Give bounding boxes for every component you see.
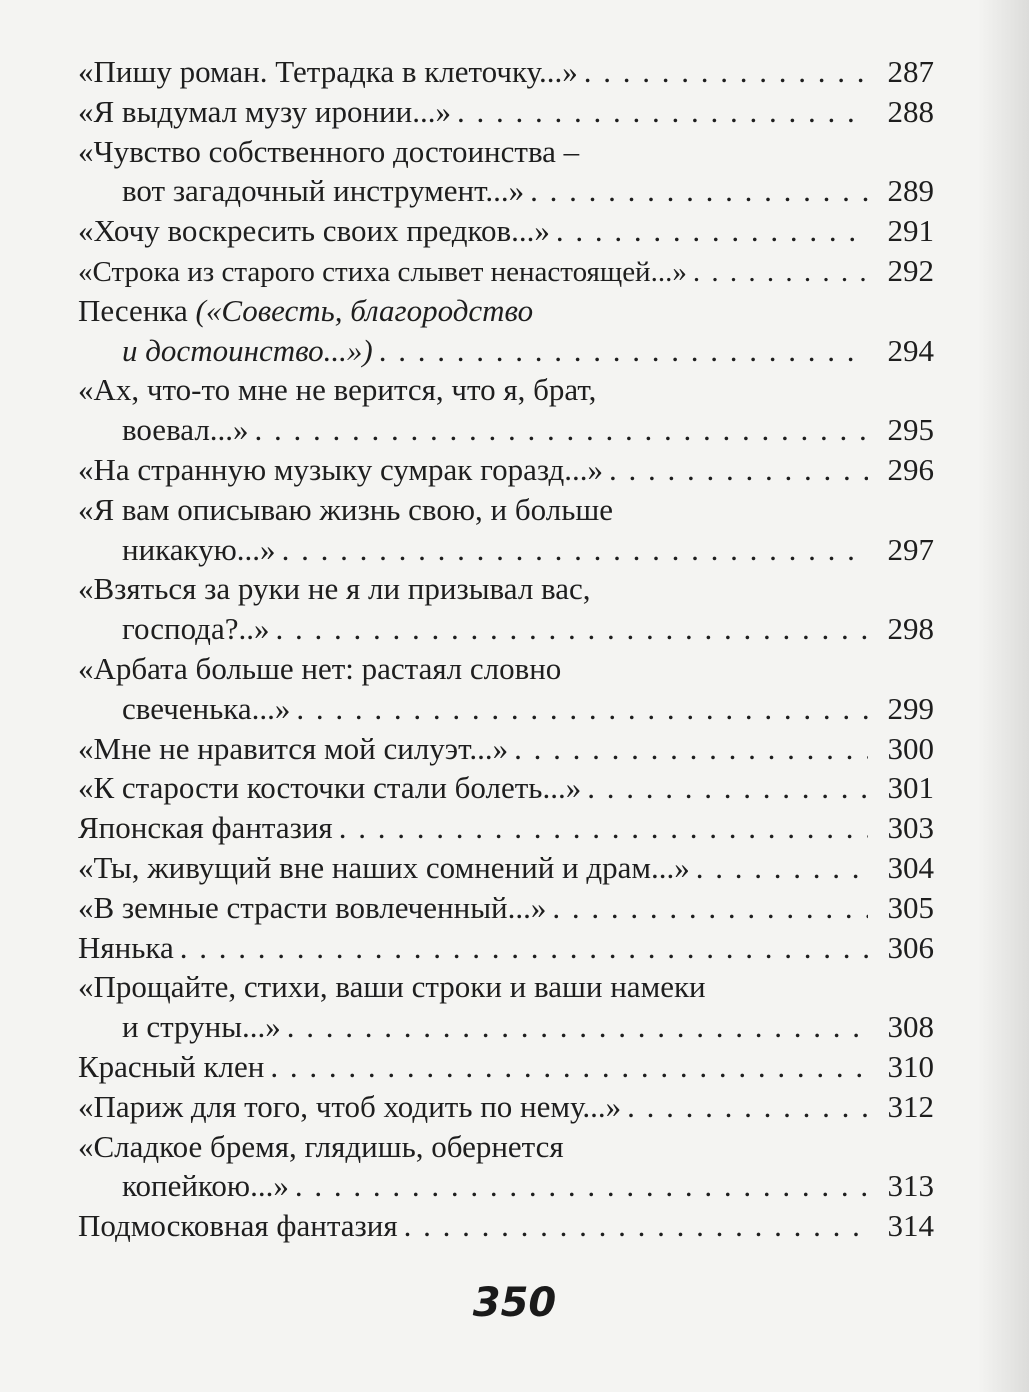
- page-edge-shadow: [977, 0, 1029, 1392]
- toc-entry-line: [78, 490, 934, 530]
- toc-entry: [78, 808, 934, 848]
- toc-entry-title: Нянька: [78, 929, 174, 965]
- leader-dots: [584, 52, 868, 92]
- toc-entry: [78, 92, 934, 132]
- toc-entry: [78, 888, 934, 928]
- toc-entry-title: Подмосковная фантазия: [78, 1208, 398, 1244]
- page-number: 350: [472, 1280, 557, 1326]
- toc-entry-title: «На странную музыку сумрак горазд...»: [78, 451, 604, 487]
- toc-entry-title: «Чувство собственного достоинства –: [78, 133, 580, 169]
- toc-entry: [78, 1087, 934, 1127]
- toc-entry: [78, 609, 934, 649]
- leader-dots: [379, 331, 868, 371]
- toc-entry-title-cont: копейкою...»: [122, 1168, 289, 1204]
- toc-entry: [78, 1206, 934, 1246]
- toc-entry-page: 299: [887, 690, 934, 726]
- toc-entry-title-cont: воевал...»: [122, 412, 249, 448]
- toc-entry: [78, 410, 934, 450]
- toc-entry-title-cont: вот загадочный инструмент...»: [122, 173, 525, 209]
- leader-dots: [627, 1087, 868, 1127]
- leader-dots: [404, 1206, 868, 1246]
- toc-entry-title: «В земные страсти вовлеченный...»: [78, 889, 547, 925]
- toc-entry: [78, 729, 934, 769]
- leader-dots: [287, 1007, 868, 1047]
- leader-dots: [693, 253, 868, 293]
- toc-entry-title: «Сладкое бремя, глядишь, обернется: [78, 1128, 564, 1164]
- toc-entry: [78, 331, 934, 371]
- toc-entry: [78, 450, 934, 490]
- toc-entry-title: Красный клен: [78, 1048, 265, 1084]
- toc-entry-page: 295: [887, 412, 934, 448]
- toc-entry: [78, 171, 934, 211]
- toc-entry-page: 305: [887, 889, 934, 925]
- leader-dots: [696, 848, 868, 888]
- leader-dots: [457, 92, 868, 132]
- toc-entry-line: [78, 1127, 934, 1167]
- toc-entry-page: 291: [887, 213, 934, 249]
- toc-entry-page: 308: [887, 1009, 934, 1045]
- toc-entry-page: 312: [887, 1088, 934, 1124]
- toc-entry-page: 298: [887, 611, 934, 647]
- leader-dots: [556, 211, 868, 251]
- toc-entry: [78, 768, 934, 808]
- toc-entry-page: 294: [887, 332, 934, 368]
- toc-entry-page: 297: [887, 531, 934, 567]
- toc-entry-line: [78, 967, 934, 1007]
- toc-entry: [78, 689, 934, 729]
- toc-entry-title-cont: и струны...»: [122, 1009, 281, 1045]
- toc-entry-title-cont: свеченька...»: [122, 690, 291, 726]
- toc-entry-title: «Пишу роман. Тетрадка в клеточку...»: [78, 54, 578, 89]
- toc-entry: [78, 1047, 934, 1087]
- toc-entry-title: «Ты, живущий вне наших сомнений и драм...»: [78, 849, 690, 885]
- table-of-contents: [78, 52, 934, 1246]
- toc-entry-title: «Строка из старого стиха слывет ненастоящей...»: [78, 255, 687, 288]
- toc-entry-title: «Я вам описываю жизнь свою, и больше: [78, 491, 613, 527]
- toc-entry: [78, 1166, 934, 1206]
- toc-entry-line: [78, 569, 934, 609]
- toc-entry-title: «Прощайте, стихи, ваши строки и ваши намеки: [78, 969, 706, 1005]
- toc-entry-page: 288: [887, 93, 934, 129]
- toc-entry-line: [78, 370, 934, 410]
- toc-entry: [78, 1007, 934, 1047]
- toc-entry: [78, 211, 934, 251]
- toc-entry-subtitle-cont: и достоинство...»): [122, 332, 373, 368]
- leader-dots: [514, 729, 868, 769]
- leader-dots: [339, 808, 868, 848]
- toc-entry: [78, 848, 934, 888]
- toc-entry-page: 303: [887, 810, 934, 846]
- toc-entry-title: Японская фантазия: [78, 810, 333, 846]
- toc-entry-page: 300: [887, 730, 934, 766]
- leader-dots: [255, 410, 868, 450]
- toc-entry-title: Песенка: [78, 292, 188, 328]
- toc-entry-page: 310: [887, 1048, 934, 1084]
- toc-entry-page: 304: [887, 849, 934, 885]
- toc-entry-page: 313: [887, 1168, 934, 1204]
- toc-entry: [78, 251, 934, 291]
- leader-dots: [296, 689, 868, 729]
- toc-entry-title: «К старости косточки стали болеть...»: [78, 770, 582, 806]
- toc-entry-title: «Арбата больше нет: растаял словно: [78, 650, 562, 686]
- toc-entry-title-cont: господа?..»: [122, 611, 270, 647]
- toc-entry-page: 314: [887, 1208, 934, 1244]
- toc-entry-page: 301: [887, 770, 934, 806]
- leader-dots: [609, 450, 868, 490]
- leader-dots: [270, 1047, 868, 1087]
- toc-entry-subtitle: («Совесть, благородство: [195, 292, 534, 328]
- toc-entry-line: [78, 132, 934, 172]
- toc-entry: [78, 928, 934, 968]
- leader-dots: [180, 928, 868, 968]
- toc-entry-line: [78, 291, 934, 331]
- leader-dots: [530, 171, 868, 211]
- toc-entry-page: 296: [887, 451, 934, 487]
- toc-entry-title: «Я выдумал музу иронии...»: [78, 93, 451, 129]
- toc-entry-line: [78, 649, 934, 689]
- toc-entry-title: «Ах, что-то мне не верится, что я, брат,: [78, 372, 597, 408]
- leader-dots: [282, 530, 868, 570]
- toc-entry-page: 292: [887, 252, 934, 288]
- leader-dots: [295, 1166, 868, 1206]
- toc-entry-title: «Мне не нравится мой силуэт...»: [78, 730, 509, 766]
- toc-entry-page: 306: [887, 929, 934, 965]
- leader-dots: [587, 768, 868, 808]
- toc-entry-title: «Хочу воскресить своих предков...»: [78, 213, 550, 249]
- toc-entry-title: «Взяться за руки не я ли призывал вас,: [78, 571, 591, 607]
- toc-entry-title: «Париж для того, чтоб ходить по нему...»: [78, 1088, 622, 1124]
- toc-entry: [78, 52, 934, 92]
- toc-entry-page: 289: [887, 173, 934, 209]
- toc-entry-title-cont: никакую...»: [122, 531, 276, 567]
- leader-dots: [275, 609, 868, 649]
- leader-dots: [552, 888, 868, 928]
- toc-entry-page: 287: [887, 54, 934, 89]
- toc-entry: [78, 530, 934, 570]
